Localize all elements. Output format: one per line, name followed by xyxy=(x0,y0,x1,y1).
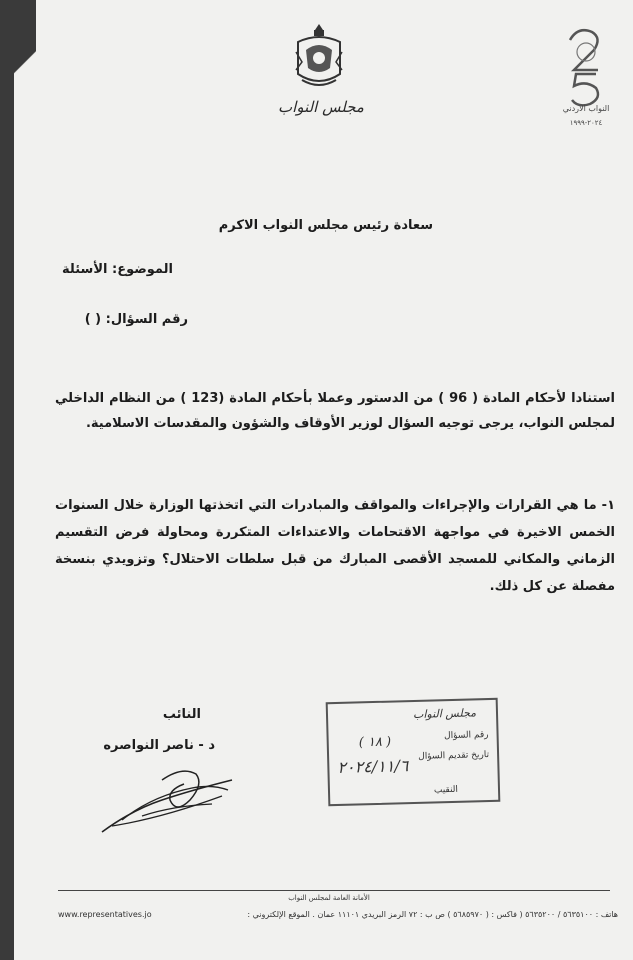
letter-page xyxy=(14,0,633,960)
paper-corner-shadow xyxy=(14,0,36,110)
handwritten-signature-icon xyxy=(92,760,242,840)
signatory-title: النائب xyxy=(162,707,201,722)
stamp-number-label: رقم السؤال xyxy=(443,730,489,742)
stamp-number: ( ١٨ ) xyxy=(358,734,392,751)
subject-line: الموضوع: الأسئلة xyxy=(62,262,173,277)
intro-paragraph: استنادا لأحكام المادة ( 96 ) من الدستور وعملا بأحكام المادة (123 ) من النظام الداخلي لمجلس النواب، يرجى توجيه السؤال لوزير الأوقاف والشؤون والمقدسات الاسلامية. xyxy=(55,391,615,431)
stamp-footer: النقيب xyxy=(433,784,459,796)
anniversary-years: ٢٠٢٤-١٩٩٩ xyxy=(569,119,603,127)
footer-organization: الأمانة العامة لمجلس النواب xyxy=(288,894,370,902)
question-paragraph: ١- ما هي القرارات والإجراءات والمواقف والمبادرات التي اتخذتها الوزارة خلال السنوات الخمس الاخيرة في مواجهة الاقتحامات والاعتداءات المتكررة ومحاولة فرض التقسيم الزماني والمكاني للمسجد الأقصى المبارك من قبل سلطات الاحتلال؟ وتزويدي بنسخة مفصلة عن كل ذلك. xyxy=(55,498,615,594)
stamp-date-label: تاريخ تقديم السؤال xyxy=(418,750,490,762)
footer-website-link[interactable]: www.representatives.jo xyxy=(58,910,152,919)
footer-contact-text: هاتف : ٥٦٣٥١٠٠ / ٥٦٣٥٢٠٠ ( فاكس : ( ٥٦٨٥٩٧٠ ) ص ب : ٧٢ الرمز البريدي ١١١٠١ عمان . الموقع الإلكتروني : xyxy=(247,910,618,919)
question-number-line: رقم السؤال: ( ) xyxy=(84,312,188,327)
registration-stamp xyxy=(326,698,501,806)
council-logo-text: مجلس النواب xyxy=(278,98,364,116)
footer-divider xyxy=(58,890,610,891)
stamp-title: مجلس النواب xyxy=(412,706,477,721)
signatory-name: د - ناصر النواصره xyxy=(103,738,215,753)
anniversary-label: النواب الاردني xyxy=(562,104,610,113)
addressee-line: سعادة رئيس مجلس النواب الاكرم xyxy=(218,218,433,233)
stamp-date: ٢٠٢٤/١١/٦ xyxy=(337,756,409,777)
anniversary-25-logo-icon xyxy=(556,22,616,112)
royal-crest-icon xyxy=(292,22,346,92)
